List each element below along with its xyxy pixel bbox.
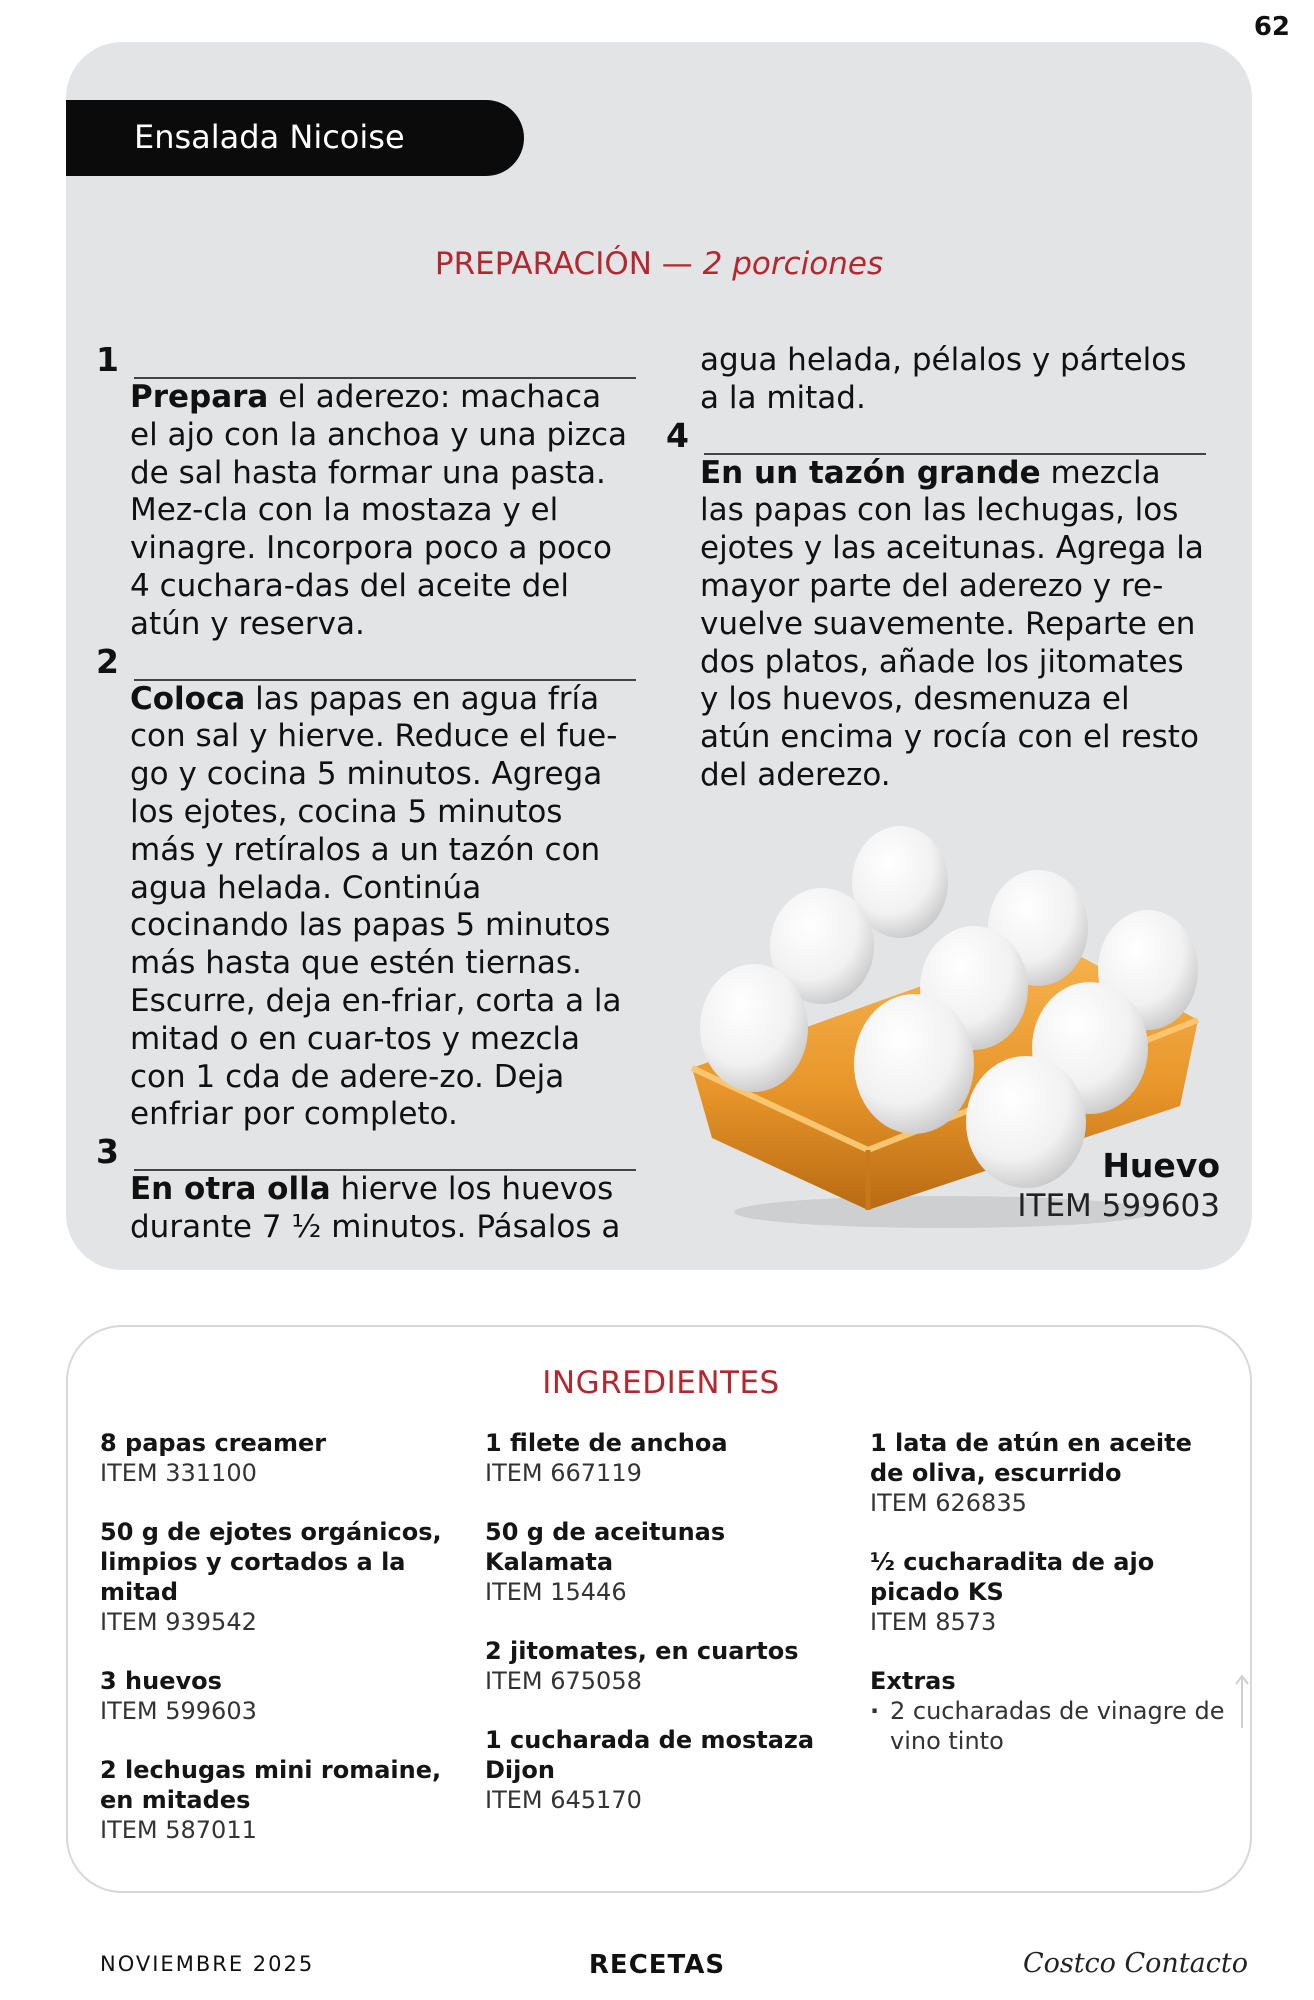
step-1 [96,342,636,644]
footer-brand-logo: Costco Contacto [1022,1948,1248,1979]
ingredient-item [870,1428,1230,1518]
ingredient-item [100,1755,460,1845]
step-divider [134,1169,636,1171]
step-divider [134,679,636,681]
ingredient-item-code: ITEM 675058 [485,1667,642,1695]
steps-column-right [666,342,1206,795]
step-4-header [666,415,1206,455]
extras-list [870,1696,1230,1756]
step-divider [704,453,1206,455]
ingredient-item [100,1517,460,1637]
steps-column-left [96,342,636,1247]
product-caption-name: Huevo [1102,1146,1220,1185]
ingredient-name: 1 lata de atún en aceite de oliva, escurrido [870,1429,1192,1487]
step-number: 3 [96,1132,119,1172]
ingredient-item [100,1666,460,1726]
preparation-separator: — [651,246,703,282]
ingredient-item-code: ITEM 939542 [100,1608,257,1636]
ingredients-column-3 [870,1428,1230,1785]
step-body: el aderezo: machaca el ajo con la anchoa y una pizca de sal hasta formar una pasta. Mez-cla con la mostaza y el vinagre. Incorpora poco a poco 4 cuchara-das del aceite del atún y reserva. [130,379,628,642]
step-number: 1 [96,340,119,379]
ingredient-name: 50 g de aceitunas Kalamata [485,1518,726,1576]
ingredient-item [870,1547,1230,1637]
ingredient-name: 1 filete de anchoa [485,1429,728,1457]
preparation-heading [66,246,1252,282]
product-caption-item: ITEM 599603 [1017,1188,1220,1224]
ingredient-item-code: ITEM 8573 [870,1608,997,1636]
extras-label: Extras [870,1667,956,1695]
step-1-text [96,379,636,644]
ingredient-item-code: ITEM 599603 [100,1697,257,1725]
ingredient-name: 8 papas creamer [100,1429,327,1457]
footer-section-title: RECETAS [588,1950,726,1980]
step-body: las papas en agua fría con sal y hierve. Reduce el fue-go y cocina 5 minutos. Agrega los ejotes, cocina 5 minutos más y retíralos a un tazón con agua helada. Continúa cocinando las papas 5 minutos más hasta que estén tiernas. Escurre, deja en-friar, corta a la mitad o en cuar-tos y mezcla con 1 cda de adere-zo. Deja enfriar por completo. [130,680,622,1133]
ingredient-item-code: ITEM 667119 [485,1459,642,1487]
step-2-text [96,681,636,1135]
ingredients-heading: INGREDIENTES [542,1365,780,1401]
step-2 [96,641,636,1135]
step-divider [134,377,636,379]
extras-item: · 2 cucharadas de vinagre de vino tinto [870,1696,1230,1756]
step-number: 2 [96,641,119,681]
footer-date: NOVIEMBRE 2025 [100,1952,315,1976]
ingredient-item-code: ITEM 587011 [100,1816,257,1844]
ingredients-column-1 [100,1428,460,1874]
ingredient-name: 1 cucharada de mostaza Dijon [485,1726,815,1784]
ingredients-column-2 [485,1428,845,1844]
arrow-up-icon [1232,1672,1252,1732]
ingredient-item [100,1428,460,1488]
ingredient-name: 2 lechugas mini romaine, en mitades [100,1756,442,1814]
step-3-text [96,1171,636,1247]
recipe-card [66,42,1252,1270]
ingredient-name: ½ cucharadita de ajo picado KS [870,1548,1155,1606]
step-lead: Prepara [130,379,269,415]
page-number: 62 [1253,12,1290,42]
step-3-header [96,1134,636,1171]
step-3-continuation: agua helada, pélalos y pártelos a la mitad. [700,342,1187,416]
ingredient-item-code: ITEM 626835 [870,1489,1027,1517]
preparation-label: PREPARACIÓN [434,246,652,282]
step-3 [96,1134,636,1247]
ingredient-item [485,1725,845,1815]
recipe-title: Ensalada Nicoise [134,118,405,156]
recipe-title-banner [66,100,524,176]
step-lead: En otra olla [130,1171,331,1208]
ingredient-item [485,1517,845,1607]
step-body: hierve los huevos durante 7 ½ minutos. Pásalos a [130,1171,621,1245]
ingredient-item [485,1428,845,1488]
ingredients-card [66,1325,1252,1893]
step-lead: Coloca [130,680,246,717]
step-lead: En un tazón grande [700,454,1041,491]
servings: 2 porciones [702,246,884,282]
step-4 [666,415,1206,795]
step-4-text [666,455,1206,795]
ingredient-name: 50 g de ejotes orgánicos, limpios y cortados a la mitad [100,1518,442,1606]
extras-group [870,1666,1230,1756]
ingredient-item [485,1636,845,1696]
ingredient-name: 3 huevos [100,1667,222,1695]
ingredient-name: 2 jitomates, en cuartos [485,1637,799,1665]
ingredient-item-code: ITEM 645170 [485,1786,642,1814]
step-2-header [96,641,636,681]
ingredient-item-code: ITEM 15446 [485,1578,627,1606]
step-body: mezcla las papas con las lechugas, los ejotes y las aceitunas. Agrega la mayor parte del aderezo y re-vuelve suavemente. Reparte en dos platos, añade los jitomates y los huevos, desmenuza el atún encima y rocía con el resto del aderezo. [700,454,1204,793]
ingredient-item-code: ITEM 331100 [100,1459,257,1487]
step-number: 4 [666,415,689,455]
step-1-header [96,342,636,379]
